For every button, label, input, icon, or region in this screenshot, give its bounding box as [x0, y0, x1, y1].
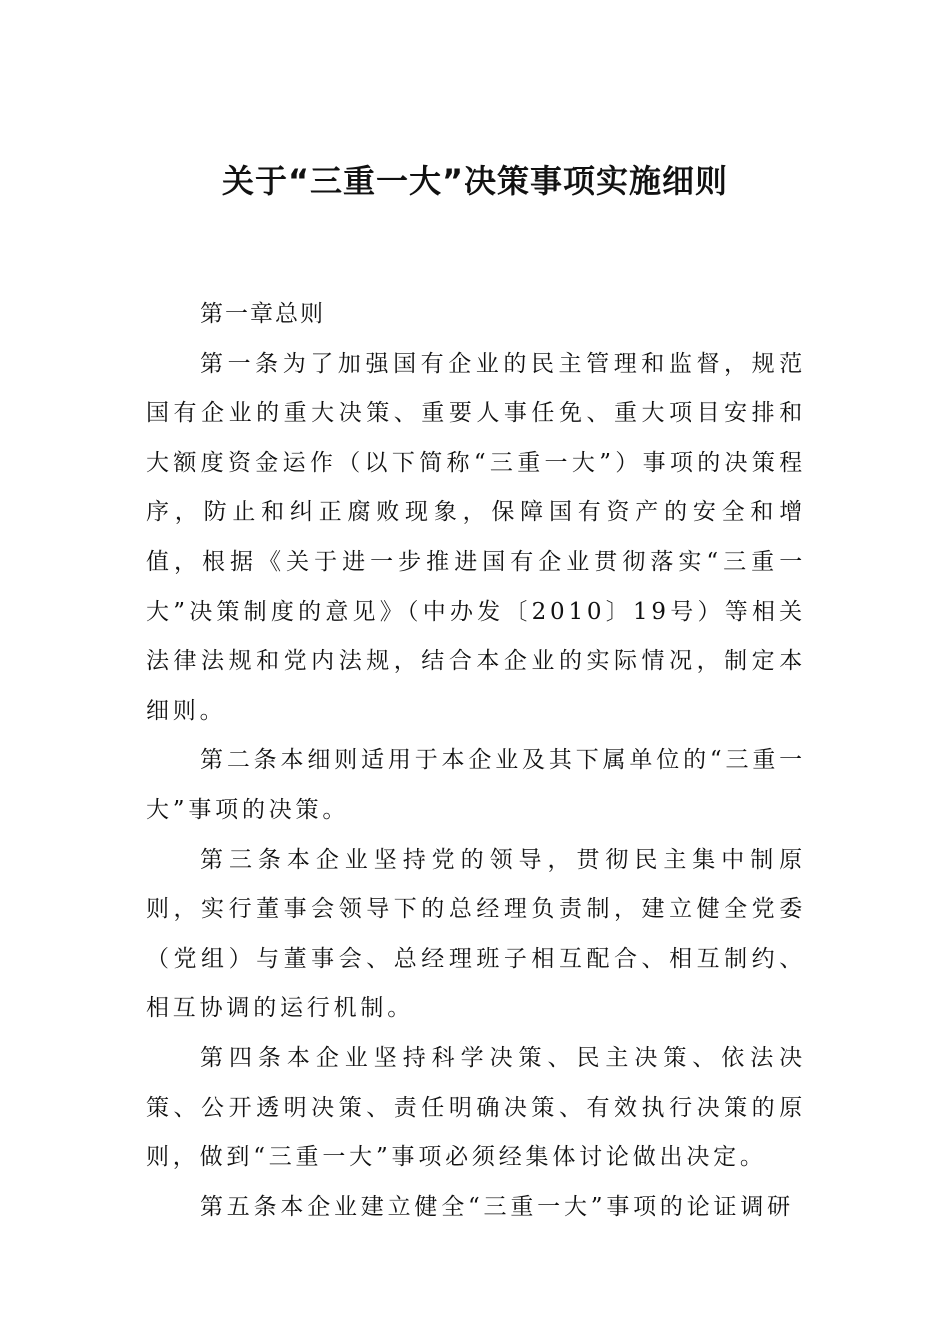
- article-2: 第二条本细则适用于本企业及其下属单位的“三重一大”事项的决策。: [146, 747, 806, 823]
- chapter-heading: 第一章总则: [200, 301, 325, 327]
- article-1: 第一条为了加强国有企业的民主管理和监督，规范国有企业的重大决策、重要人事任免、重大项目安排和大额度资金运作（以下简称“三重一大”）事项的决策程序，防止和纠正腐败现象，保障国有资产的安全和增值，根据《关于进一步推进国有企业贯彻落实“三重一大”决策制度的意见》（中办发〔2010〕19号）等相关法律法规和党内法规，结合本企业的实际情况，制定本细则。: [146, 350, 806, 724]
- document-title: 关于“三重一大”决策事项实施细则: [221, 162, 729, 200]
- document-body: [146, 290, 806, 1232]
- article-5: 第五条本企业建立健全“三重一大”事项的论证调研: [200, 1193, 794, 1220]
- article-3: 第三条本企业坚持党的领导，贯彻民主集中制原则，实行董事会领导下的总经理负责制，建立健全党委（党组）与董事会、总经理班子相互配合、相互制约、相互协调的运行机制。: [146, 846, 806, 1022]
- article-4: 第四条本企业坚持科学决策、民主决策、依法决策、公开透明决策、责任明确决策、有效执行决策的原则，做到“三重一大”事项必须经集体讨论做出决定。: [146, 1044, 806, 1171]
